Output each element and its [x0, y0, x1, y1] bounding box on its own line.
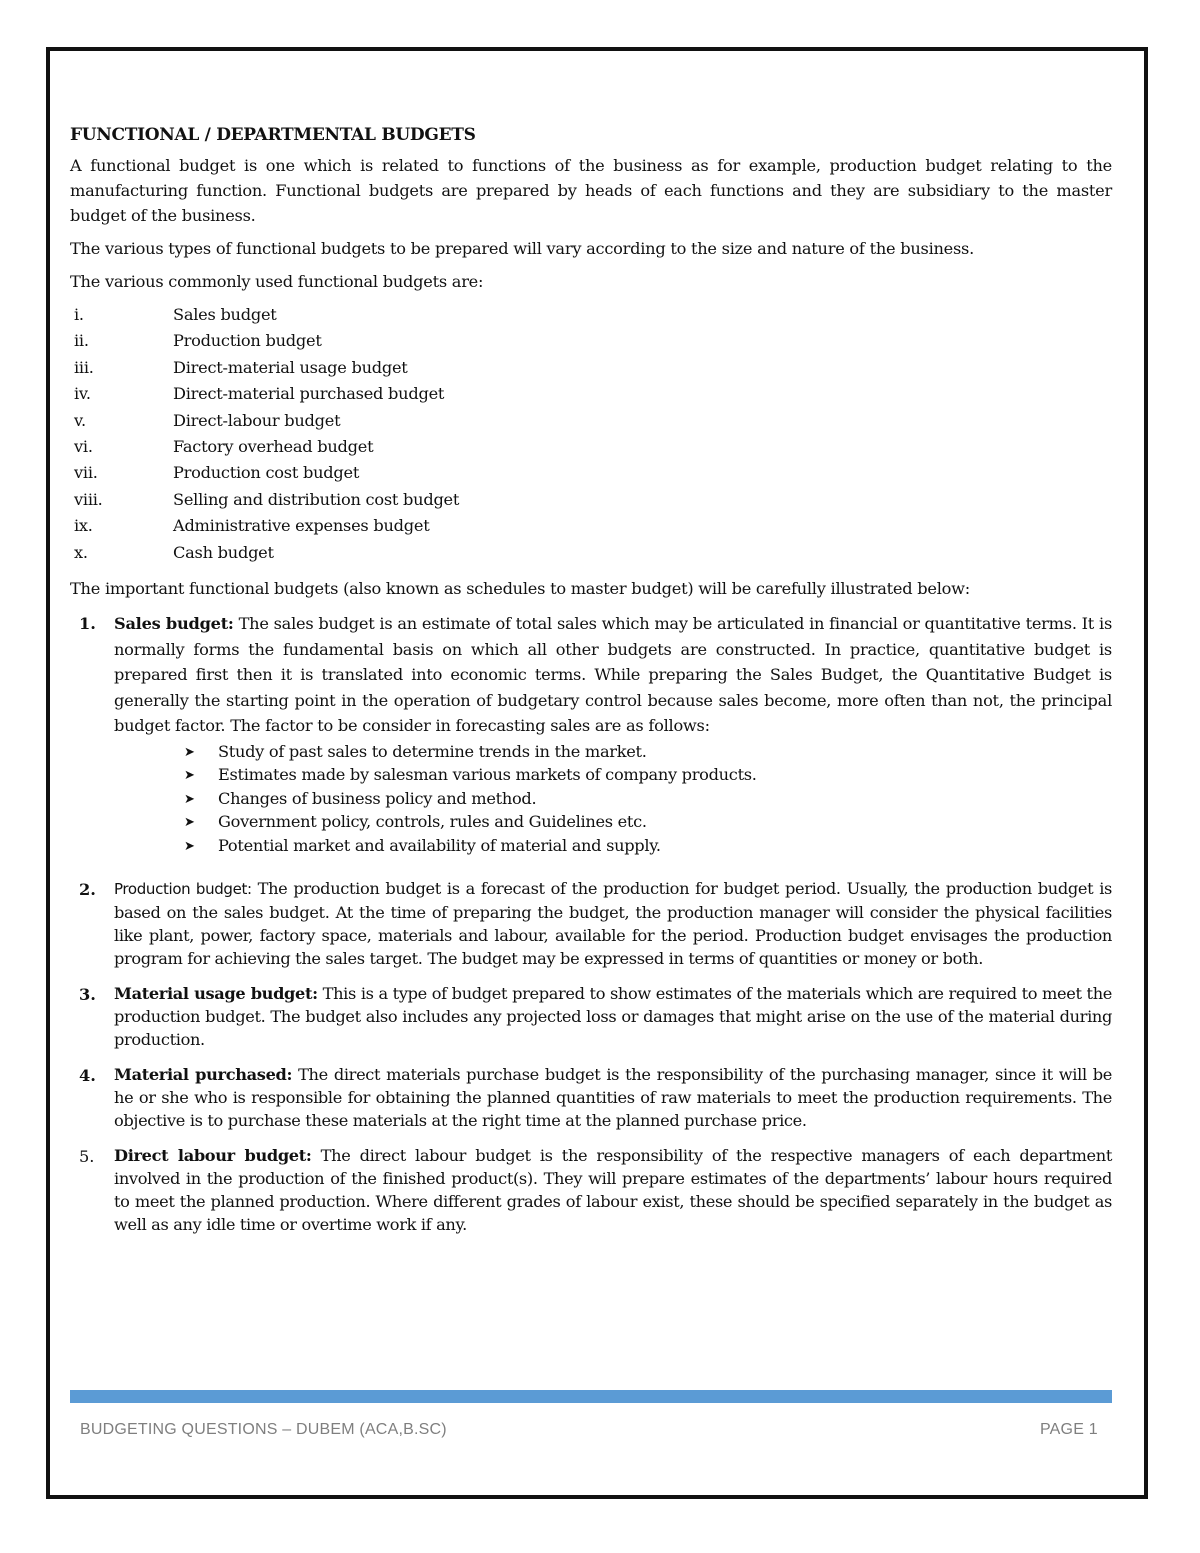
page-number: PAGE 1 [1040, 1421, 1098, 1438]
item-body [114, 982, 1112, 1051]
arrowhead-bullet-icon: ➤ [184, 815, 195, 831]
item-label: Sales budget: [114, 614, 234, 634]
sales-budget-item [70, 611, 1112, 858]
intro-paragraph: A functional budget is one which is related to functions of the business as for example, production budget relating to the manufacturing function. Functional budgets are prepared by heads of each functions and they are subsidiary to the master budget of the business. [70, 156, 1112, 225]
budget-details-list [70, 611, 1112, 1235]
list-item: ➤ Estimates made by salesman various markets of company products. [184, 764, 1112, 788]
item-text: The production budget is a forecast of the production for budget period. Usually, the production budget is based on the sales budget. At the time of preparing the budget, the production manager will consider the physical facilities like plant, power, factory space, materials and labour, available for the period. Production budget envisages the production program for achieving the sales target. The budget may be expressed in terms of quantities or money or both. [114, 878, 1112, 968]
list-item: vii. Production cost budget [74, 463, 360, 483]
functional-budgets-list [70, 302, 1112, 566]
list-item: ➤ Potential market and availability of material and supply. [184, 835, 1112, 859]
item-body [114, 1144, 1112, 1236]
item-label: Material purchased: [114, 1064, 293, 1084]
item-label: Production budget: [114, 879, 252, 898]
item-label: Material usage budget: [114, 983, 318, 1003]
direct-labour-budget-item [70, 1144, 1112, 1236]
list-item: v. Direct-labour budget [74, 410, 341, 430]
item-text: The direct materials purchase budget is the responsibility of the purchasing manager, since it will be he or she who is responsible for obtaining the planned quantities of raw materials to meet the production requirements. The objective is to purchase these materials at the right time at the planned purchase price. [114, 1064, 1113, 1130]
list-item: iii. Direct-material usage budget [74, 357, 408, 377]
item-number: 4. [79, 1065, 96, 1085]
item-text: This is a type of budget prepared to show estimates of the materials which are required to meet the production budget. The budget also includes any projected loss or damages that might arise on the use of the material during production. [114, 983, 1112, 1049]
item-number: 2. [79, 879, 96, 899]
item-body [114, 877, 1112, 970]
arrowhead-bullet-icon: ➤ [184, 791, 195, 807]
list-item: ii. Production budget [74, 331, 322, 351]
item-text: The sales budget is an estimate of total sales which may be articulated in financial or quantitative terms. It is normally forms the fundamental basis on which all other budgets are constructed. In practice, quantitative budget is prepared first then it is translated into economic terms. While preparing the Sales Budget, the Quantitative Budget is generally the starting point in the operation of budgetary control because sales become, more often than not, the principal budget factor. The factor to be consider in forecasting sales are as follows: [114, 614, 1112, 736]
list-item: iv. Direct-material purchased budget [74, 384, 445, 404]
item-text: The direct labour budget is the responsibility of the respective managers of each department involved in the production of the finished product(s). They will prepare estimates of the departments’ labour hours required to meet the planned production. Where different grades of labour exist, these should be specified separately in the budget as well as any idle time or overtime work if any. [114, 1145, 1112, 1234]
list-item: x. Cash budget [74, 542, 274, 562]
footer-divider-bar [70, 1390, 1112, 1403]
common-budgets-paragraph: The various commonly used functional budgets are: [70, 272, 484, 291]
list-item: i. Sales budget [74, 305, 277, 324]
list-item: ➤ Changes of business policy and method. [184, 788, 1112, 812]
list-item: ix. Administrative expenses budget [74, 516, 430, 536]
material-purchased-item [70, 1063, 1112, 1132]
item-number: 1. [79, 614, 96, 634]
item-body [114, 1063, 1112, 1132]
arrowhead-bullet-icon: ➤ [184, 744, 195, 760]
list-item: vi. Factory overhead budget [74, 437, 374, 457]
forecast-factors-list [114, 741, 1112, 859]
list-item: ➤ Study of past sales to determine trends in the market. [184, 741, 1112, 765]
item-label: Direct labour budget: [114, 1145, 312, 1165]
footer-title: BUDGETING QUESTIONS – DUBEM (ACA,B.SC) [80, 1421, 447, 1438]
item-number: 5. [79, 1146, 95, 1166]
item-number: 3. [79, 984, 96, 1004]
production-budget-item [70, 877, 1112, 970]
document-body [70, 124, 1112, 1248]
page-title: FUNCTIONAL / DEPARTMENTAL BUDGETS [70, 125, 476, 145]
list-item: ➤ Government policy, controls, rules and Guidelines etc. [184, 811, 1112, 835]
list-item: viii. Selling and distribution cost budget [74, 489, 460, 509]
illustration-paragraph: The important functional budgets (also known as schedules to master budget) will be carefully illustrated below: [70, 579, 970, 599]
arrowhead-bullet-icon: ➤ [184, 838, 195, 854]
item-body [114, 611, 1112, 858]
arrowhead-bullet-icon: ➤ [184, 768, 195, 784]
material-usage-budget-item [70, 982, 1112, 1051]
types-paragraph: The various types of functional budgets to be prepared will vary according to the size and nature of the business. [70, 239, 975, 258]
